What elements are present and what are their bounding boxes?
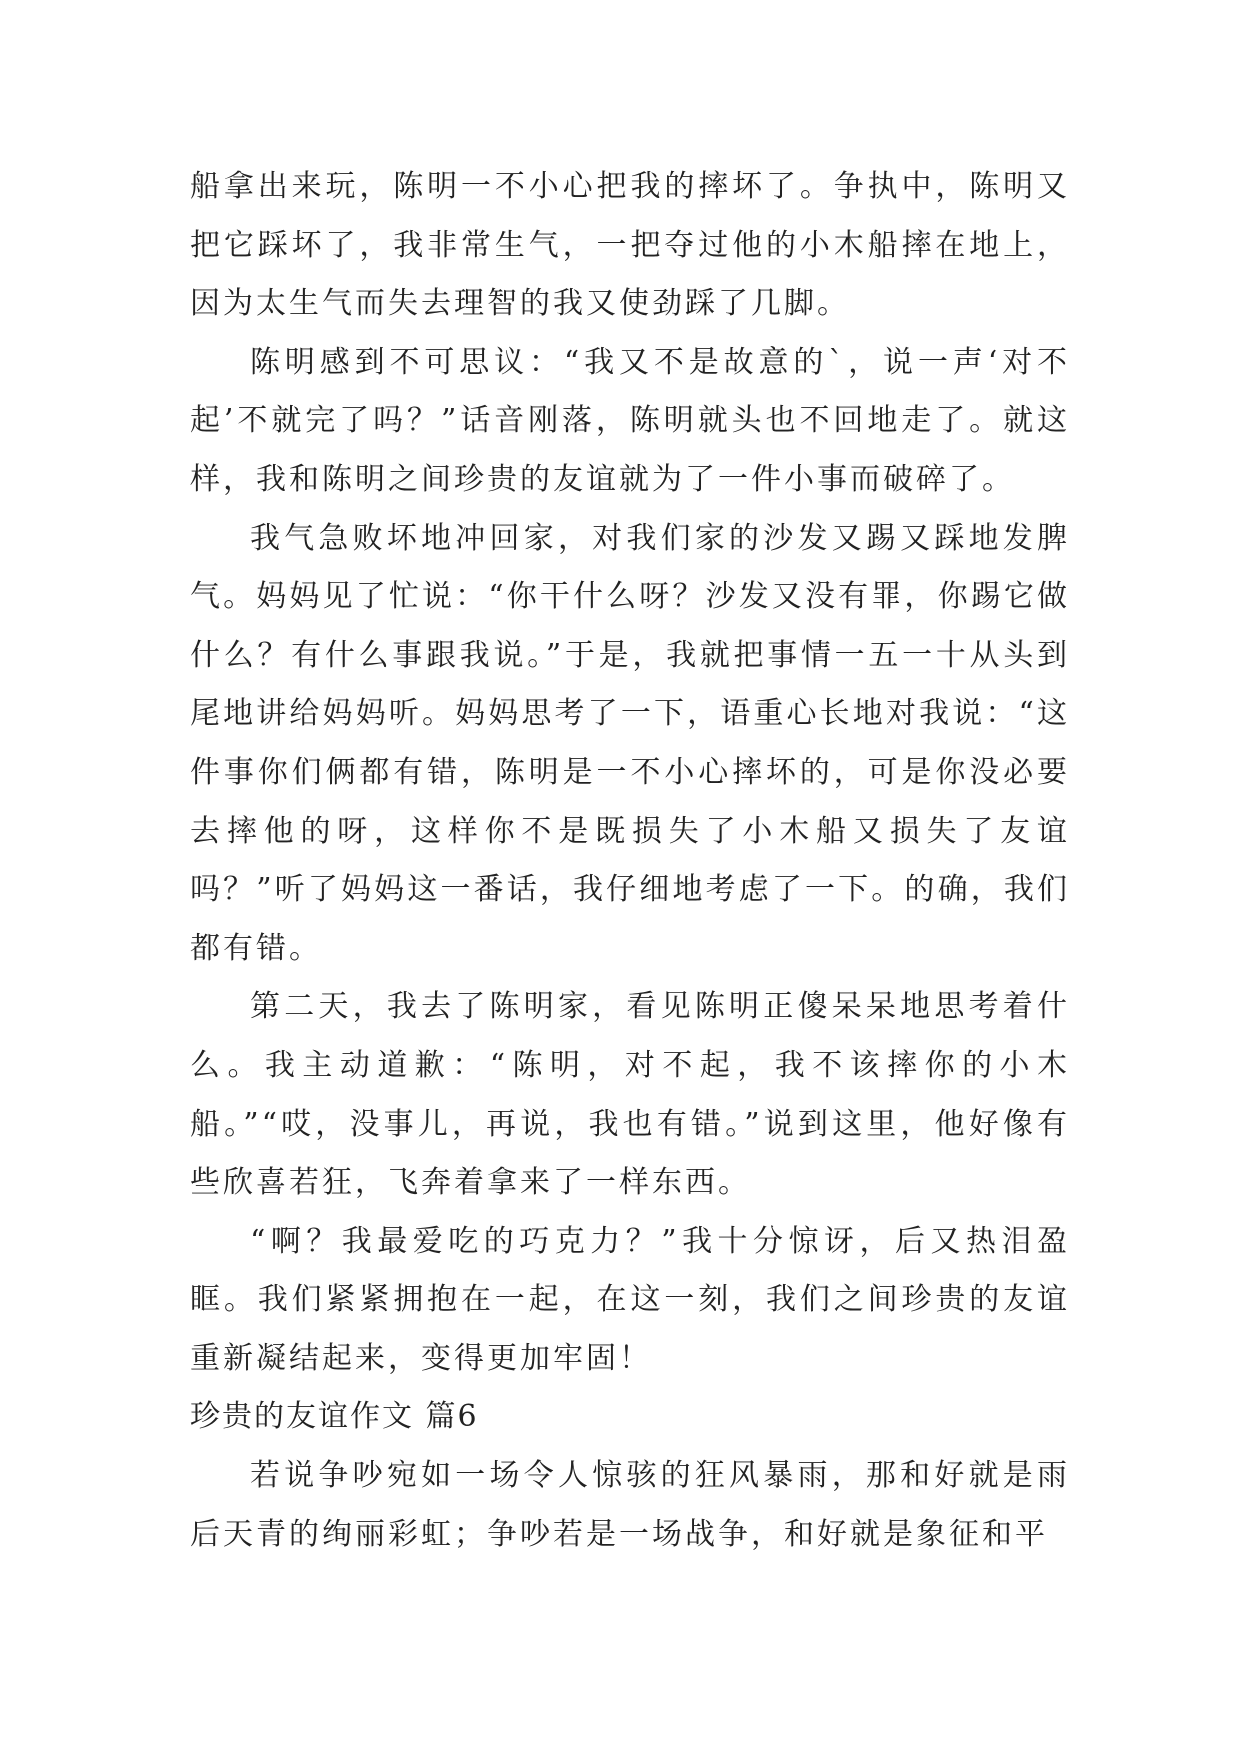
paragraph-3: 我气急败坏地冲回家，对我们家的沙发又踢又踩地发脾气。妈妈见了忙说：“你干什么呀？沙发又没有罪，你踢它做什么？有什么事跟我说。”于是，我就把事情一五一十从头到尾地讲给妈妈听。妈妈思考了一下，语重心长地对我说：“这件事你们俩都有错，陈明是一不小心摔坏的，可是你没必要去摔他的呀，这样你不是既损失了小木船又损失了友谊吗？”听了妈妈这一番话，我仔细地考虑了一下。的确，我们都有错。 — [190, 520, 1070, 966]
paragraph-6: 若说争吵宛如一场令人惊骇的狂风暴雨，那和好就是雨后天青的绚丽彩虹；争吵若是一场战争，和好就是象征和平 — [190, 1458, 1070, 1552]
document-body — [190, 158, 1070, 1564]
paragraph-5: “啊？我最爱吃的巧克力？”我十分惊讶，后又热泪盈眶。我们紧紧拥抱在一起，在这一刻，我们之间珍贵的友谊重新凝结起来，变得更加牢固！ — [190, 1223, 1070, 1376]
paragraph-2: 陈明感到不可思议：“我又不是故意的`，说一声‘对不起’不就完了吗？”话音刚落，陈明就头也不回地走了。就这样，我和陈明之间珍贵的友谊就为了一件小事而破碎了。 — [190, 344, 1070, 497]
section-heading: 珍贵的友谊作文 篇6 — [190, 1399, 479, 1435]
paragraph-1: 船拿出来玩，陈明一不小心把我的摔坏了。争执中，陈明又把它踩坏了，我非常生气，一把夺过他的小木船摔在地上，因为太生气而失去理智的我又使劲踩了几脚。 — [190, 169, 1070, 322]
paragraph-4: 第二天，我去了陈明家，看见陈明正傻呆呆地思考着什么。我主动道歉：“陈明，对不起，我不该摔你的小木船。”“哎，没事儿，再说，我也有错。”说到这里，他好像有些欣喜若狂，飞奔着拿来了一样东西。 — [190, 989, 1070, 1201]
